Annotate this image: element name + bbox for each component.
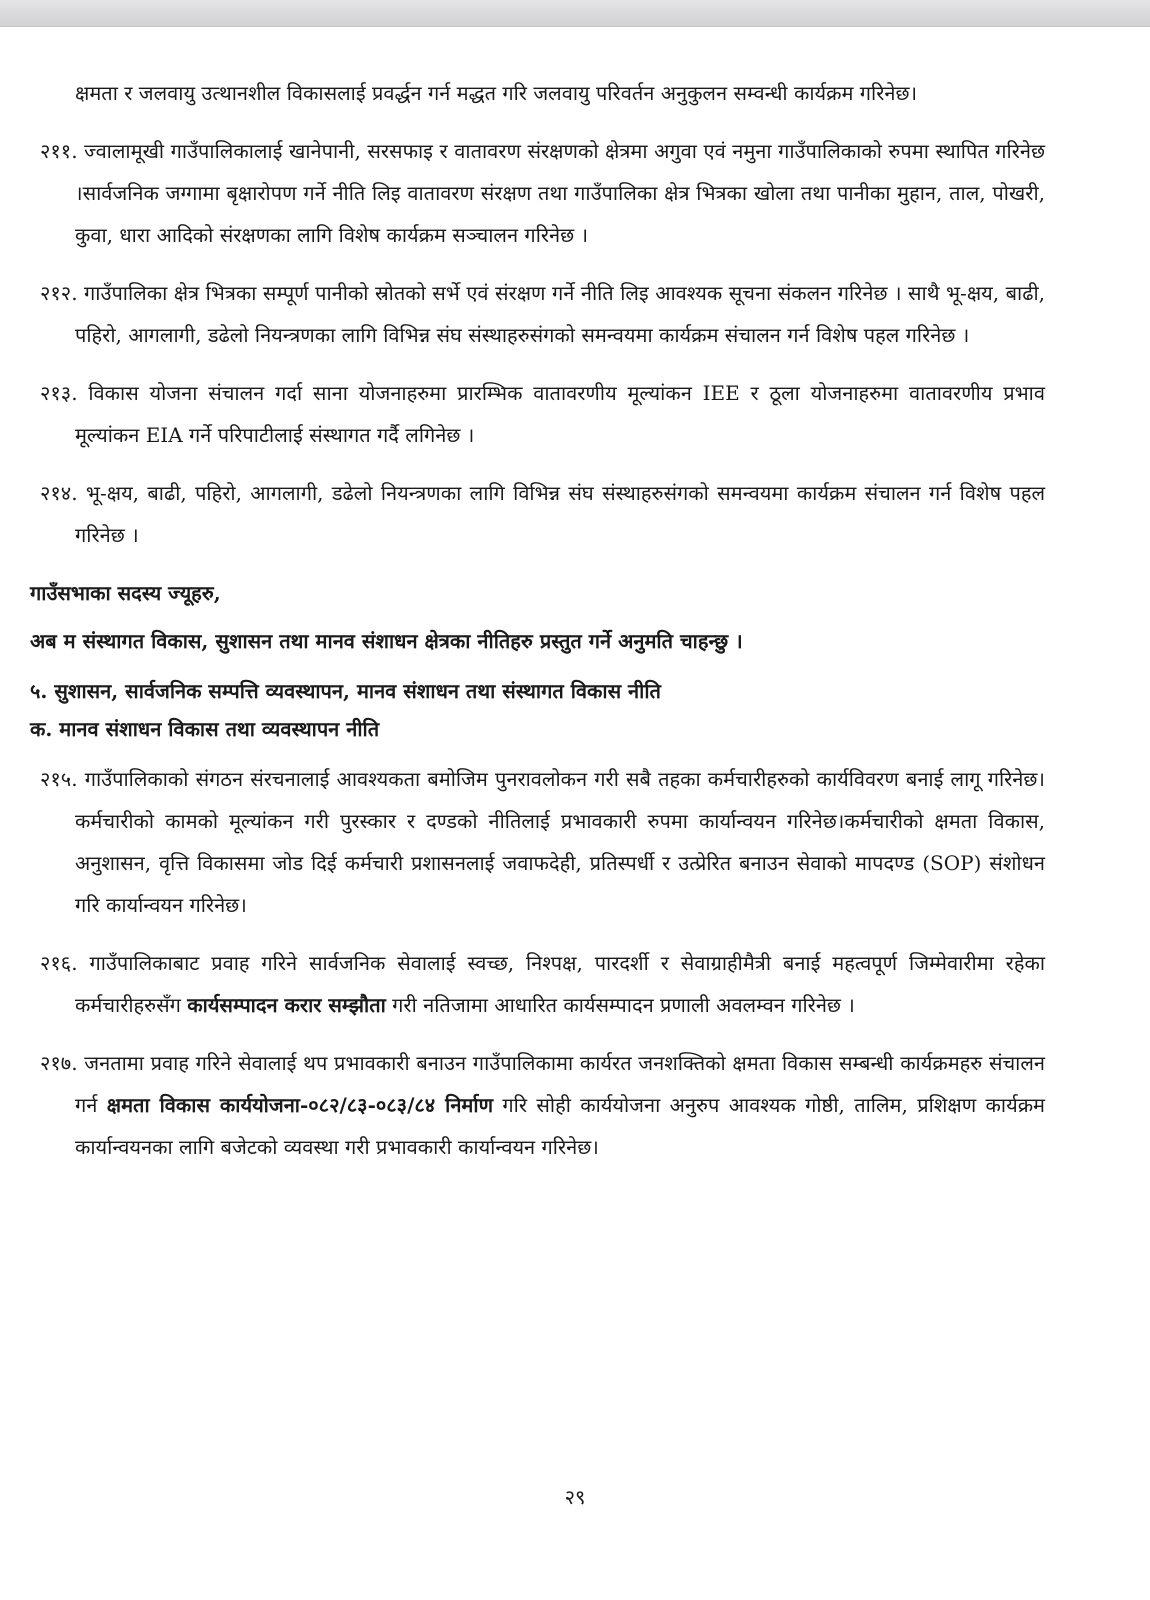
- item-217: [30, 1042, 1045, 1168]
- item-number: २१५.: [40, 767, 78, 791]
- item-text-after: गरि सोही कार्ययोजना अनुरुप आवश्यक गोष्ठी, तालिम, प्रशिक्षण कार्यक्रम कार्यान्वयनका लागि बजेटको व्यवस्था गरी प्रभावकारी कार्यान्वयन गरिनेछ।: [75, 1093, 1046, 1159]
- item-213: [30, 372, 1045, 456]
- item-text: गाउँपालिकाको संगठन संरचनालाई आवश्यकता बमोजिम पुनरावलोकन गरी सबै तहका कर्मचारीहरुको कार्यविवरण बनाई लागू गरिनेछ। कर्मचारीको कामको मूल्यांकन गरी पुरस्कार र दण्डको नीतिलाई प्रभावकारी रुपमा कार्यान्वयन गरिनेछ।कर्मचारीको क्षमता विकास, अनुशासन, वृत्ति विकासमा जोड दिई कर्मचारी प्रशासनलाई जवाफदेही, प्रतिस्पर्धी र उत्प्रेरित बनाउन सेवाको मापदण्ड (SOP) संशोधन गरि कार्यान्वयन गरिनेछ।: [75, 767, 1046, 917]
- document-page: [30, 72, 1045, 1184]
- item-number: २१४.: [40, 481, 78, 505]
- item-number: २१६.: [40, 951, 78, 975]
- item-text: गाउँपालिका क्षेत्र भित्रका सम्पूर्ण पानीको स्रोतको सर्भे एवं संरक्षण गर्ने नीति लिइ आवश्यक सूचना संकलन गरिनेछ । साथै भू-क्षय, बाढी, पहिरो, आगलागी, डढेलो नियन्त्रणका लागि विभिन्न संघ संस्थाहरुसंगको समन्वयमा कार्यक्रम संचालन गर्न विशेष पहल गरिनेछ ।: [75, 281, 1045, 347]
- viewer-top-bar: [0, 0, 1150, 27]
- subsection-heading: क. मानव संशाधन विकास तथा व्यवस्थापन नीति: [30, 717, 380, 741]
- item-214: [30, 472, 1045, 556]
- environment-items: [30, 130, 1045, 556]
- item-212: [30, 272, 1045, 356]
- item-text-after: गरी नतिजामा आधारित कार्यसम्पादन प्रणाली अवलम्वन गरिनेछ ।: [392, 993, 855, 1017]
- item-number: २१७.: [40, 1051, 78, 1075]
- item-text-before: गाउँपालिकाबाट प्रवाह गरिने सार्वजनिक सेवालाई स्वच्छ, निश्पक्ष, पारदर्शी र सेवाग्राहीमैत्री बनाई महत्वपूर्ण जिम्मेवारीमा रहेका कर्मचारीहरुसँग: [75, 951, 1045, 1017]
- item-number: २१३.: [40, 381, 78, 405]
- item-216: [30, 942, 1045, 1026]
- salutation: गाउँसभाका सदस्य ज्यूहरु,: [30, 581, 221, 605]
- item-bold-phrase: कार्यसम्पादन करार सम्झौता: [187, 993, 386, 1017]
- item-211: [30, 130, 1045, 256]
- item-text: विकास योजना संचालन गर्दा साना योजनाहरुमा प्रारम्भिक वातावरणीय मूल्यांकन IEE र ठूला योजनाहरुमा वातावरणीय प्रभाव मूल्यांकन EIA गर्ने परिपाटीलाई संस्थागत गर्दै लगिनेछ ।: [75, 381, 1045, 447]
- intro-statement: अब म संस्थागत विकास, सुशासन तथा मानव संशाधन क्षेत्रका नीतिहरु प्रस्तुत गर्ने अनुमति चाहन्छु ।: [30, 629, 743, 653]
- item-number: २१२.: [40, 281, 78, 305]
- item-text: भू-क्षय, बाढी, पहिरो, आगलागी, डढेलो नियन्त्रणका लागि विभिन्न संघ संस्थाहरुसंगको समन्वयमा कार्यक्रम संचालन गर्न विशेष पहल गरिनेछ ।: [75, 481, 1046, 547]
- item-text: ज्वालामूखी गाउँपालिकालाई खानेपानी, सरसफाइ र वातावरण संरक्षणको क्षेत्रमा अगुवा एवं नमुना गाउँपालिकाको रुपमा स्थापित गरिनेछ ।सार्वजनिक जग्गामा बृक्षारोपण गर्ने नीति लिइ वातावरण संरक्षण तथा गाउँपालिका क्षेत्र भित्रका खोला तथा पानीका मुहान, ताल, पोखरी, कुवा, धारा आदिको संरक्षणका लागि विशेष कार्यक्रम सञ्चालन गरिनेछ ।: [75, 139, 1046, 247]
- continued-paragraph: क्षमता र जलवायु उत्थानशील विकासलाई प्रवर्द्धन गर्न मद्धत गरि जलवायु परिवर्तन अनुकुलन सम्वन्धी कार्यक्रम गरिनेछ।: [75, 81, 918, 105]
- item-number: २११.: [40, 139, 78, 163]
- item-text-before: जनतामा प्रवाह गरिने सेवालाई थप प्रभावकारी बनाउन गाउँपालिकामा कार्यरत जनशक्तिको क्षमता विकास सम्बन्धी कार्यक्रमहरु संचालन गर्न: [75, 1051, 1046, 1117]
- item-bold-phrase: क्षमता विकास कार्ययोजना-०८२/८३-०८३/८४ निर्माण: [106, 1093, 494, 1117]
- section-heading: ५. सुशासन, सार्वजनिक सम्पत्ति व्यवस्थापन, मानव संशाधन तथा संस्थागत विकास नीति: [30, 679, 661, 703]
- page-number: २९: [564, 1485, 586, 1509]
- item-215: [30, 758, 1045, 926]
